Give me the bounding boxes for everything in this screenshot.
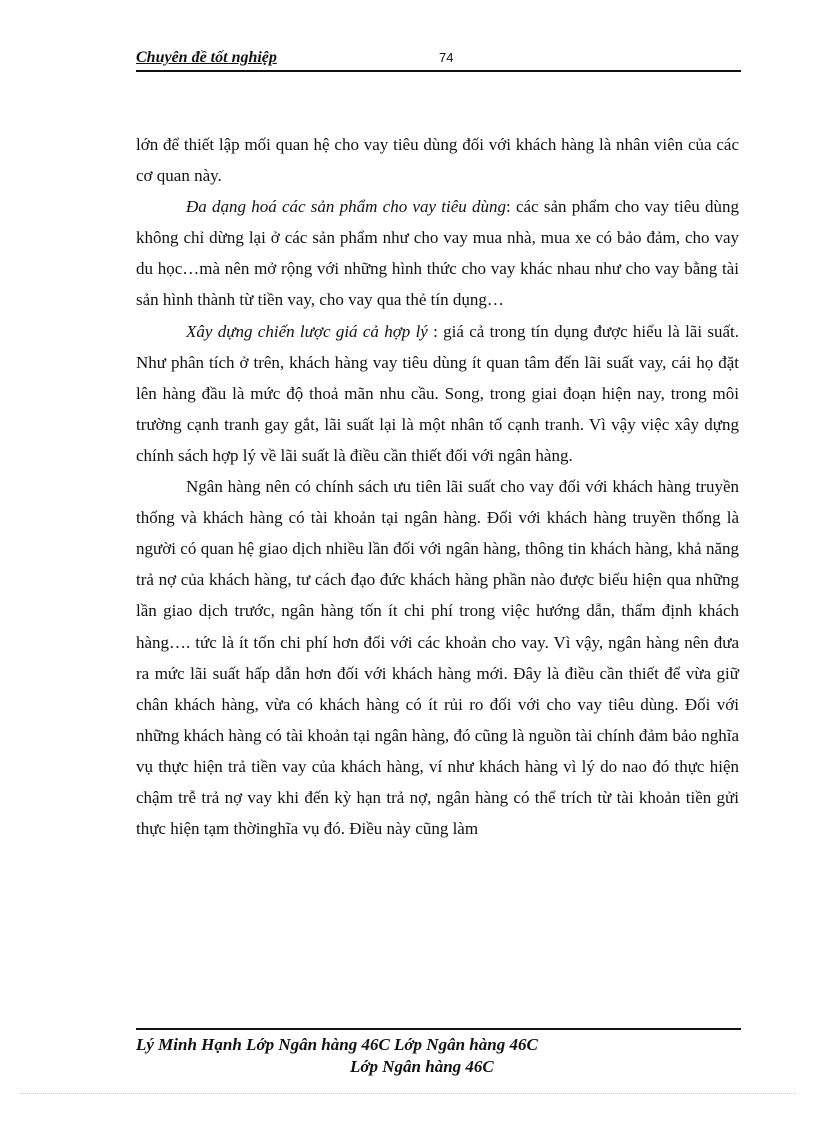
- paragraph-pricing-strategy: [136, 316, 739, 471]
- paragraph-heading: Xây dựng chiến lược giá cả hợp lý: [186, 321, 428, 341]
- paragraph-text: : các sản phẩm cho vay tiêu dùng không chỉ dừng lại ở các sản phẩm như cho vay mua nhà, mua xe có bảo đảm, cho vay du học…mà nên mở rộng với những hình thức cho vay khác nhau như cho vay bằng tài sản hình thành từ tiền vay, cho vay qua thẻ tín dụng…: [136, 197, 740, 310]
- paragraph-text: : giá cả trong tín dụng được hiểu là lãi suất. Như phân tích ở trên, khách hàng vay tiêu dùng ít quan tâm đến lãi suất vay, cái họ đặt lên hàng đầu là mức độ thoả mãn nhu cầu. Song, trong giai đoạn hiện nay, trong môi trường cạnh tranh gay gắt, lãi suất lại là một nhân tố cạnh tranh. Vì vậy việc xây dựng chính sách hợp lý về lãi suất là điều cần thiết đối với ngân hàng.: [136, 321, 739, 465]
- paragraph-continuation: [136, 129, 739, 191]
- document-title: Chuyên đề tốt nghiệp: [136, 49, 277, 66]
- footer-divider: [136, 1028, 741, 1030]
- page-footer: [136, 1034, 741, 1078]
- footer-class-line: Lớp Ngân hàng 46C: [350, 1057, 494, 1076]
- paragraph-product-diversification: [136, 191, 739, 315]
- paragraph-interest-policy: [136, 471, 739, 844]
- header-divider: [136, 70, 741, 72]
- paragraph-text: lớn để thiết lập mối quan hệ cho vay tiêu dùng đối với khách hàng là nhân viên của các cơ quan này.: [136, 135, 739, 186]
- document-body: [136, 129, 740, 844]
- footer-author-line: Lý Minh Hạnh Lớp Ngân hàng 46C Lớp Ngân hàng 46C: [136, 1035, 538, 1054]
- page-header: [136, 46, 741, 70]
- paragraph-heading: Đa dạng hoá các sản phẩm cho vay tiêu dùng: [186, 197, 506, 217]
- page-number: 74: [439, 50, 454, 65]
- page-bottom-border: [20, 1093, 796, 1094]
- paragraph-text: Ngân hàng nên có chính sách ưu tiên lãi suất cho vay đối với khách hàng truyền thống và khách hàng có tài khoản tại ngân hàng. Đối với khách hàng truyền thống là người có quan hệ giao dịch nhiều lần đối với ngân hàng, thông tin khách hàng, khả năng trả nợ của khách hàng, tư cách đạo đức khách hàng phần nào được biểu hiện qua những lần giao dịch trước, ngân hàng tốn ít chi phí trong việc hướng dẫn, thẩm định khách hàng…. tức là ít tốn chi phí hơn đối với các khoản cho vay. Vì vậy, ngân hàng nên đưa ra mức lãi suất hấp dẫn hơn đối với khách hàng mới. Đây là điều cần thiết để vừa giữ chân khách hàng, vừa có khách hàng có ít rủi ro đối với cho vay tiêu dùng. Đối với những khách hàng có tài khoản tại ngân hàng, đó cũng là nguồn tài chính đảm bảo nghĩa vụ thực hiện trả tiền vay của khách hàng, ví như khách hàng vì lý do nao đó thực hiện chậm trễ trả nợ vay khi đến kỳ hạn trả nợ, ngân hàng có thể trích từ tài khoản tiền gửi thực hiện tạm thờinghĩa vụ đó. Điều này cũng làm: [136, 477, 739, 839]
